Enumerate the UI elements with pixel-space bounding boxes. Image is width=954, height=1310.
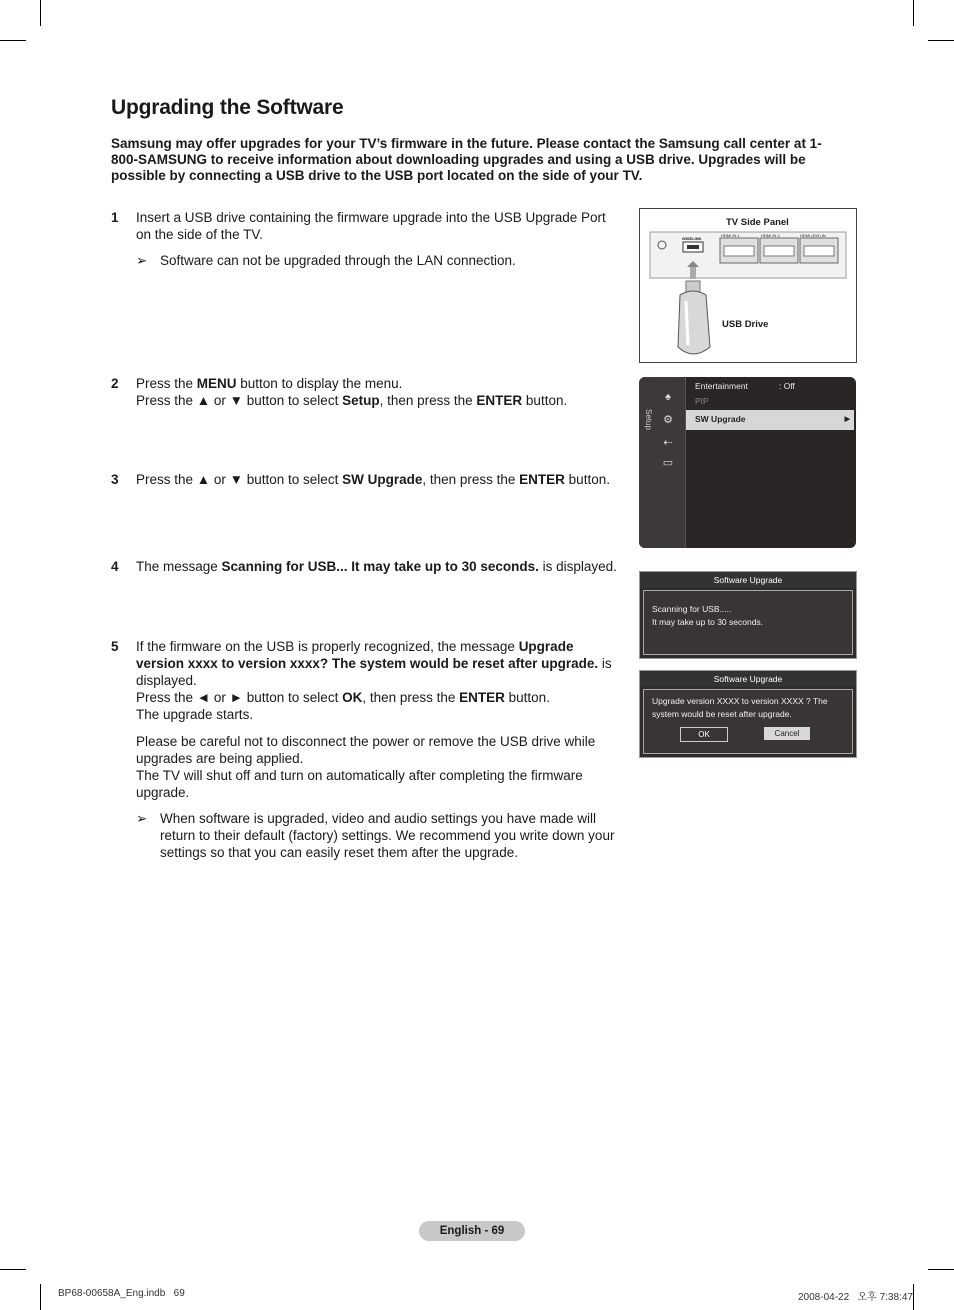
tv-side-panel-illustration	[639, 208, 857, 363]
step-text: displayed.	[136, 673, 197, 688]
step-number: 5	[111, 639, 119, 654]
dialog-header: Software Upgrade	[640, 572, 856, 588]
dialog-text: system would be reset after upgrade.	[652, 709, 792, 719]
application-icon: ▭	[662, 457, 674, 469]
menu-item-entertainment[interactable]: Entertainment	[695, 381, 748, 391]
step-number: 2	[111, 376, 119, 391]
intro-paragraph: Samsung may offer upgrades for your TV’s firmware in the future. Please contact the Samsung call center at 1-800-SAMSUNG to receive information about downloading upgrades and using a USB drive. Upgrades will be possible by connecting a USB drive to the USB port located on the side of your TV.	[111, 136, 822, 183]
step-text: If the firmware on the USB is properly recognized, the message Upgrade	[136, 639, 574, 654]
step-text: The upgrade starts.	[136, 707, 254, 722]
note-arrow-icon: ➢	[136, 253, 148, 268]
note-text: settings so that you can easily reset them after the upgrade.	[160, 845, 518, 860]
step-text: Press the ▲ or ▼ button to select SW Upgrade, then press the ENTER button.	[136, 472, 610, 487]
port-label: HDMI IN 2	[761, 233, 780, 238]
crop-mark	[913, 1284, 914, 1310]
setup-menu-screen	[639, 377, 856, 548]
input-icon: ⇠	[663, 437, 673, 449]
dialog-header: Software Upgrade	[640, 671, 856, 687]
dialog-text: It may take up to 30 seconds.	[652, 617, 764, 627]
upgrade-confirm-dialog	[639, 670, 857, 758]
step-text: The TV will shut off and turn on automatically after completing the firmware	[136, 768, 583, 783]
scanning-dialog	[639, 571, 857, 659]
menu-item-sw-upgrade[interactable]	[686, 410, 854, 430]
page-number-badge: English - 69	[419, 1221, 525, 1241]
step-text: Please be careful not to disconnect the power or remove the USB drive while	[136, 734, 596, 749]
crop-mark	[928, 40, 954, 41]
cancel-button[interactable]: Cancel	[764, 727, 810, 740]
setup-gear-icon: ⚙	[663, 414, 673, 426]
port-label: HDMI IN 1	[721, 233, 740, 238]
step-text: The message Scanning for USB... It may take up to 30 seconds. is displayed.	[136, 559, 617, 574]
crop-mark	[40, 0, 41, 26]
crop-mark	[0, 1269, 26, 1270]
step-text: on the side of the TV.	[136, 227, 263, 242]
step-text: Insert a USB drive containing the firmware upgrade into the USB Upgrade Port	[136, 210, 606, 225]
note-arrow-icon: ➢	[136, 811, 148, 826]
step-number: 1	[111, 210, 119, 225]
crop-mark	[0, 40, 26, 41]
step-text: Press the ▲ or ▼ button to select Setup, then press the ENTER button.	[136, 393, 568, 408]
port-label: HDMI (DVI) IN	[800, 233, 826, 238]
dialog-text: Scanning for USB.....	[652, 604, 732, 614]
page-title: Upgrading the Software	[111, 96, 344, 119]
step-text: Press the ◄ or ► button to select OK, then press the ENTER button.	[136, 690, 550, 705]
step-number: 3	[111, 472, 119, 487]
menu-item-entertainment-value: : Off	[779, 381, 795, 391]
dialog-text: Upgrade version XXXX to version XXXX ? The	[652, 696, 828, 706]
crop-mark	[913, 0, 914, 26]
menu-item-pip[interactable]: PIP	[695, 396, 709, 406]
file-info: BP68-00658A_Eng.indb 69	[58, 1288, 185, 1299]
ok-button[interactable]: OK	[680, 727, 728, 742]
tv-ports-graphic	[640, 209, 856, 362]
note-text: return to their default (factory) settings. We recommend you write down your	[160, 828, 615, 843]
step-number: 4	[111, 559, 119, 574]
setup-tab-label: Setup	[644, 409, 653, 430]
crop-mark	[928, 1269, 954, 1270]
port-label: WISELINK	[682, 236, 702, 241]
panel-title: TV Side Panel	[726, 217, 789, 228]
step-text: upgrade.	[136, 785, 190, 800]
note	[136, 252, 626, 269]
step-text: upgrades are being applied.	[136, 751, 304, 766]
print-timestamp: 2008-04-22 오후 7:38:47	[798, 1292, 913, 1303]
chevron-right-icon: ▶	[844, 416, 850, 423]
note-text: When software is upgraded, video and audio settings you have made will	[160, 811, 597, 826]
step-text: version xxxx to version xxxx? The system would be reset after upgrade. is	[136, 656, 612, 671]
sw-upgrade-label: SW Upgrade	[695, 414, 746, 424]
menu-tab-column	[639, 377, 686, 548]
step-text: Press the MENU button to display the menu.	[136, 376, 403, 391]
note-text: Software can not be upgraded through the LAN connection.	[160, 253, 516, 268]
note	[136, 810, 636, 861]
usb-drive-label: USB Drive	[722, 319, 769, 330]
crop-mark	[40, 1284, 41, 1310]
picture-icon: ♠	[665, 391, 671, 403]
